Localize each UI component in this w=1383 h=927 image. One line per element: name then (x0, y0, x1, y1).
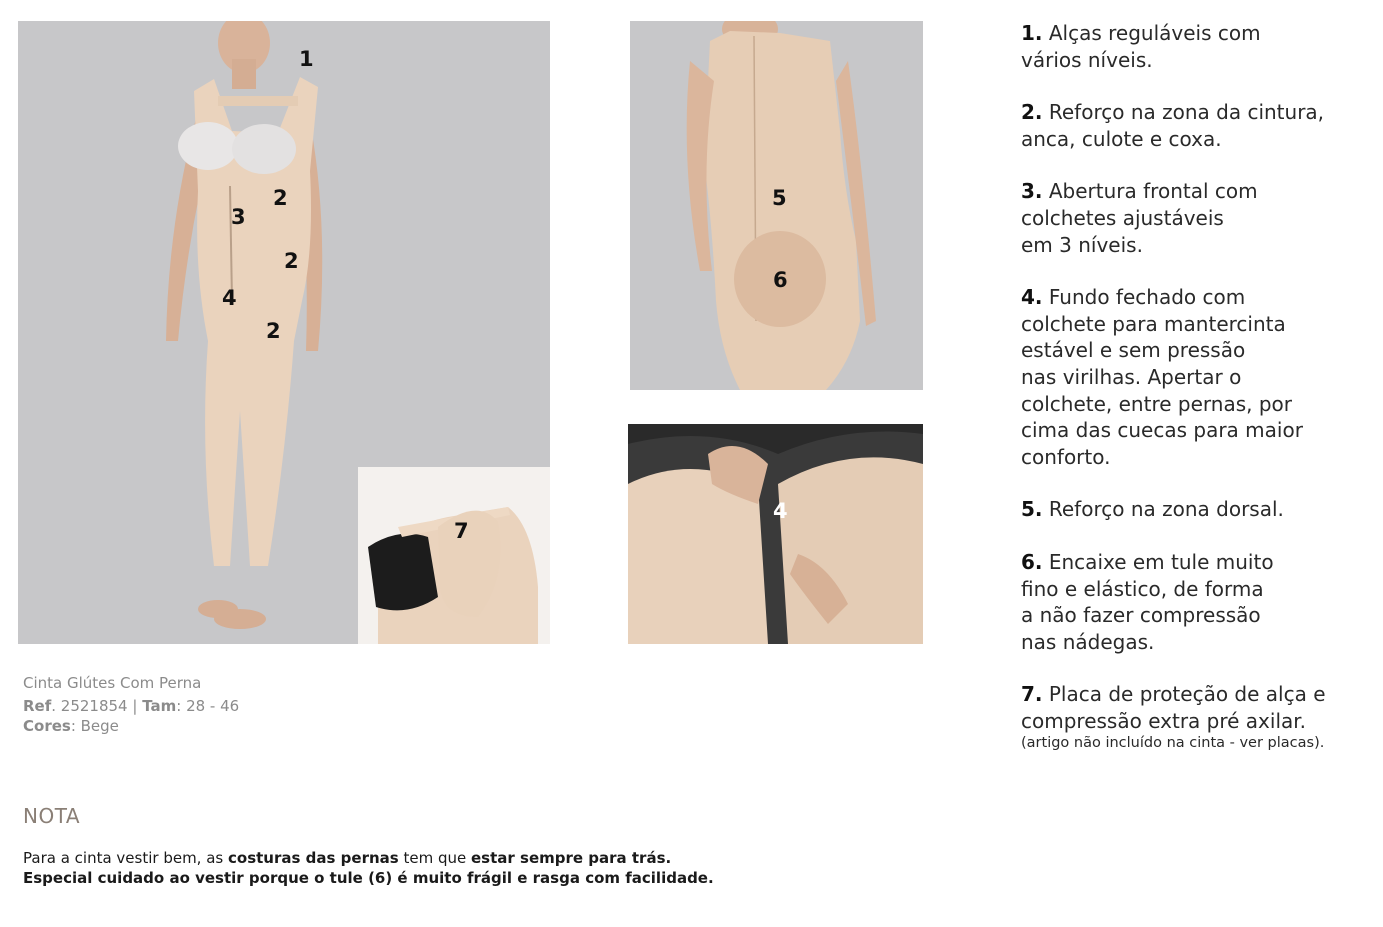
feature-text: em 3 níveis. (1021, 232, 1143, 257)
crotch-closure-illustration (628, 424, 923, 644)
crotch-closure-photo (628, 424, 923, 644)
feature-text: conforto. (1021, 444, 1111, 469)
feature-text: cima das cuecas para maior (1021, 418, 1303, 443)
feature-text: vários níveis. (1021, 47, 1153, 72)
crotch-label-4: 4 (773, 499, 788, 523)
front-label-2c: 2 (266, 319, 281, 343)
feature-number: 2. (1021, 100, 1043, 125)
front-label-4: 4 (222, 286, 237, 310)
feature-number: 3. (1021, 179, 1043, 204)
feature-2 (1021, 99, 1376, 152)
nota-bold-text: Especial cuidado ao vestir porque o tule (6) é muito frágil e rasga com facilidade. (23, 869, 714, 887)
back-view-photo (630, 21, 923, 390)
front-label-2b: 2 (284, 249, 299, 273)
product-caption (23, 672, 239, 738)
feature-text: Alças reguláveis com (1042, 21, 1261, 45)
feature-number: 1. (1021, 21, 1043, 45)
nota-text: Para a cinta vestir bem, as (23, 849, 228, 867)
product-colors (23, 715, 239, 738)
feature-note: (artigo não incluído na cinta - ver placas). (1021, 735, 1325, 752)
feature-number: 5. (1021, 497, 1043, 522)
feature-3 (1021, 178, 1376, 258)
ref-label: Ref (23, 697, 52, 715)
feature-text: anca, culote e coxa. (1021, 126, 1222, 151)
shoulder-pad-illustration (358, 467, 550, 644)
nota-line-2 (23, 868, 714, 888)
feature-text: fino e elástico, de forma (1021, 576, 1264, 601)
shoulder-pad-inset-photo (358, 467, 550, 644)
front-label-2a: 2 (273, 186, 288, 210)
feature-text: nas virilhas. Apertar o (1021, 364, 1242, 389)
feature-6 (1021, 549, 1376, 655)
nota-body (23, 848, 714, 888)
ref-value: . 2521854 | (51, 697, 143, 715)
feature-7 (1021, 681, 1376, 752)
nota-bold-text: costuras das pernas (228, 849, 399, 867)
feature-text: Placa de proteção de alça e (1042, 682, 1326, 707)
feature-text: Abertura frontal com (1042, 179, 1258, 204)
feature-4 (1021, 284, 1376, 470)
nota-text: tem que (398, 849, 471, 867)
feature-text: Reforço na zona da cintura, (1042, 100, 1325, 125)
feature-text: estável e sem pressão (1021, 338, 1246, 363)
back-label-5: 5 (772, 186, 787, 210)
size-value: : 28 - 46 (176, 697, 240, 715)
size-label: Tam (142, 697, 177, 715)
feature-text: colchete, entre pernas, por (1021, 391, 1292, 416)
colors-value: : Bege (70, 717, 119, 735)
feature-text: colchetes ajustáveis (1021, 205, 1224, 230)
nota-bold-text: estar sempre para trás. (471, 849, 672, 867)
feature-number: 4. (1021, 285, 1043, 310)
feature-number: 7. (1021, 682, 1043, 707)
nota-line-1 (23, 848, 714, 868)
feature-text: Encaixe em tule muito (1042, 549, 1274, 574)
feature-text: Reforço na zona dorsal. (1042, 497, 1284, 522)
inset-label-7: 7 (454, 519, 469, 543)
feature-number: 6. (1021, 549, 1043, 574)
feature-text: a não fazer compressão (1021, 603, 1261, 628)
colors-label: Cores (23, 717, 71, 735)
features-list (1021, 20, 1376, 778)
feature-1 (1021, 20, 1376, 73)
feature-5 (1021, 496, 1376, 523)
nota-title: NOTA (23, 804, 81, 828)
feature-text: nas nádegas. (1021, 629, 1155, 654)
back-label-6: 6 (773, 268, 788, 292)
front-label-1: 1 (299, 47, 314, 71)
product-name: Cinta Glútes Com Perna (23, 674, 202, 692)
feature-text: Fundo fechado com (1042, 285, 1246, 310)
feature-text: compressão extra pré axilar. (1021, 708, 1306, 733)
front-label-3: 3 (231, 205, 246, 229)
feature-text: colchete para mantercinta (1021, 311, 1286, 336)
